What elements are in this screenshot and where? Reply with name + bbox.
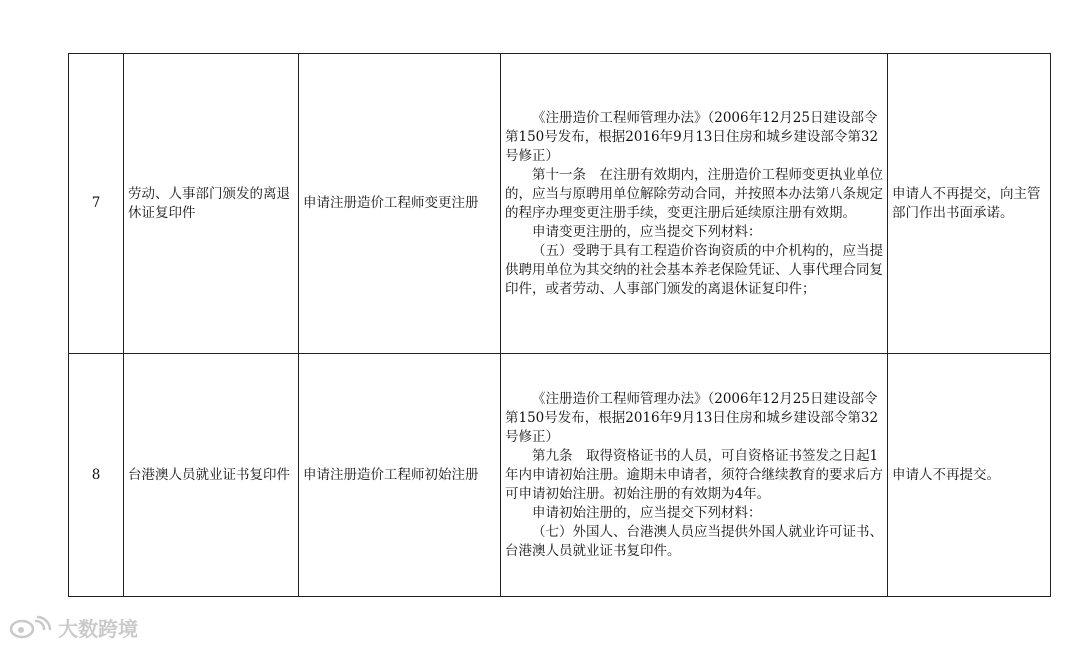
legal-basis-cell <box>501 54 888 354</box>
service-item-cell: 申请注册造价工程师变更注册 <box>299 54 501 354</box>
weibo-logo-icon <box>8 615 52 639</box>
row-number: 7 <box>69 54 124 354</box>
legal-basis-cell <box>501 354 888 597</box>
watermark-text: 大数跨境 <box>58 616 138 641</box>
measure-cell: 申请人不再提交，向主管部门作出书面承诺。 <box>888 54 1051 354</box>
document-name-cell: 台港澳人员就业证书复印件 <box>124 354 299 597</box>
law-title: 《注册造价工程师管理办法》（2006年12月25日建设部令第150号发布，根据2016年9月13日住房和城乡建设部令第32号修正） <box>505 390 879 445</box>
document-table <box>68 53 1051 597</box>
watermark <box>8 614 138 640</box>
law-title: 《注册造价工程师管理办法》（2006年12月25日建设部令第150号发布，根据2016年9月13日住房和城乡建设部令第32号修正） <box>505 109 879 164</box>
law-article: 第十一条 在注册有效期内，注册造价工程师变更执业单位的，应当与原聘用单位解除劳动合同，并按照本办法第八条规定的程序办理变更注册手续，变更注册后延续原注册有效期。 <box>505 166 883 221</box>
service-item-cell: 申请注册造价工程师初始注册 <box>299 354 501 597</box>
law-requirement: 申请初始注册的，应当提交下列材料： <box>532 504 762 521</box>
table-row <box>69 54 1051 354</box>
table-row <box>69 354 1051 597</box>
law-material-item: （五）受聘于具有工程造价咨询资质的中介机构的，应当提供聘用单位为其交纳的社会基本养老保险凭证、人事代理合同复印件，或者劳动、人事部门颁发的离退休证复印件； <box>505 242 883 297</box>
measure-cell: 申请人不再提交。 <box>888 354 1051 597</box>
row-number: 8 <box>69 354 124 597</box>
law-article: 第九条 取得资格证书的人员，可自资格证书签发之日起1年内申请初始注册。逾期未申请者，须符合继续教育的要求后方可申请初始注册。初始注册的有效期为4年。 <box>505 447 883 502</box>
law-requirement: 申请变更注册的，应当提交下列材料： <box>532 223 762 240</box>
document-name-cell: 劳动、人事部门颁发的离退休证复印件 <box>124 54 299 354</box>
law-material-item: （七）外国人、台港澳人员应当提供外国人就业许可证书、台港澳人员就业证书复印件。 <box>505 523 883 559</box>
